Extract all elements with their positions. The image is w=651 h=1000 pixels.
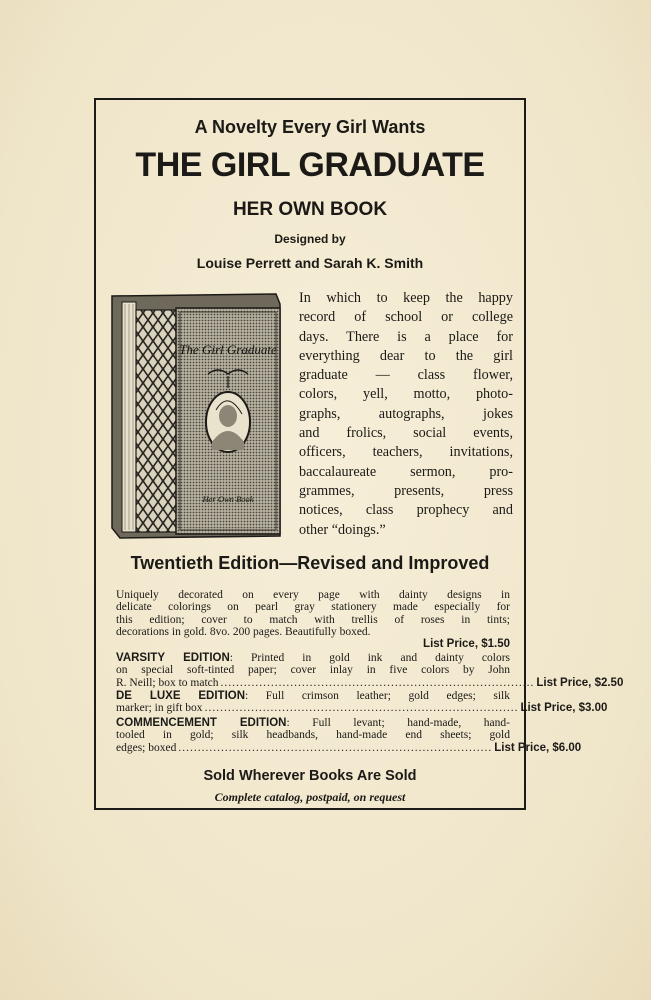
deluxe-price-row	[116, 702, 608, 715]
commencement-price-row	[116, 741, 582, 754]
description-line: grammes, presents, press	[299, 482, 513, 499]
detail-line: R. Neill; box to match	[116, 676, 219, 689]
deluxe-price: List Price, $3.00	[520, 702, 608, 715]
detail-line: : Printed in gold ink and dainty colors	[229, 652, 510, 664]
detail-line: this edition; cover to match with trellis of roses in tints;	[116, 613, 510, 626]
description-line: other “doings.”	[299, 521, 386, 538]
varsity-lead: VARSITY EDITION	[116, 652, 230, 664]
standard-edition	[116, 589, 510, 650]
sold-wherever: Sold Wherever Books Are Sold	[203, 768, 417, 784]
description-line: officers, teachers, invitations,	[299, 444, 513, 461]
varsity-price-row	[116, 676, 624, 689]
dot-leader: .................................................................................	[178, 741, 493, 754]
detail-line: tooled in gold; silk headbands, hand-made end sheets; gold	[116, 729, 510, 742]
catalog-note: Complete catalog, postpaid, on request	[214, 790, 406, 804]
commencement-edition	[116, 717, 582, 754]
description	[299, 289, 513, 540]
description-line: notices, class prophecy and	[299, 502, 513, 519]
description-line: and frolics, social events,	[299, 425, 513, 442]
detail-line: Uniquely decorated on every page with dainty designs in	[116, 589, 510, 601]
ad-tagline: A Novelty Every Girl Wants	[194, 117, 426, 137]
description-line: colors, yell, motto, photo-	[299, 386, 513, 403]
description-line: baccalaureate sermon, pro-	[299, 463, 513, 480]
edition-heading: Twentieth Edition—Revised and Improved	[130, 553, 490, 573]
detail-line: edges; boxed	[116, 741, 177, 754]
standard-price: List Price, $1.50	[423, 638, 510, 651]
description-line: graduate — class flower,	[299, 367, 513, 384]
book-illustration	[108, 292, 288, 540]
deluxe-lead: DE LUXE EDITION	[116, 690, 246, 702]
description-line: everything dear to the girl	[299, 347, 513, 364]
cover-subtitle: Her Own Book	[202, 494, 254, 504]
description-line: days. There is a place for	[299, 328, 513, 345]
commencement-price: List Price, $6.00	[494, 741, 582, 754]
description-line: record of school or college	[299, 309, 513, 326]
varsity-edition	[116, 652, 624, 689]
detail-line: : Full levant; hand-made, hand-	[286, 717, 510, 729]
detail-line: : Full crimson leather; gold edges; silk	[245, 690, 510, 702]
varsity-price: List Price, $2.50	[536, 676, 624, 689]
detail-line: marker; in gift box	[116, 702, 203, 715]
ad-subtitle: HER OWN BOOK	[232, 199, 388, 220]
description-line: graphs, autographs, jokes	[299, 405, 513, 422]
designed-by-label: Designed by	[274, 232, 346, 246]
detail-line: delicate colorings on pearl gray stationery made especially for	[116, 601, 510, 614]
ad-title: THE GIRL GRADUATE	[135, 146, 485, 184]
authors: Louise Perrett and Sarah K. Smith	[196, 255, 424, 271]
deluxe-edition	[116, 690, 608, 715]
cover-title: The Girl Graduate	[179, 342, 277, 357]
detail-line: decorations in gold. 8vo. 200 pages. Beautifully boxed.	[116, 625, 371, 638]
commencement-lead: COMMENCEMENT EDITION	[116, 717, 287, 729]
description-line: In which to keep the happy	[299, 290, 513, 306]
advertisement-frame	[94, 98, 624, 810]
dot-leader: .................................................................................	[204, 702, 519, 715]
dot-leader: .................................................................................	[220, 676, 535, 689]
detail-line: on special soft-tinted paper; cover inlay in five colors by John	[116, 664, 510, 677]
